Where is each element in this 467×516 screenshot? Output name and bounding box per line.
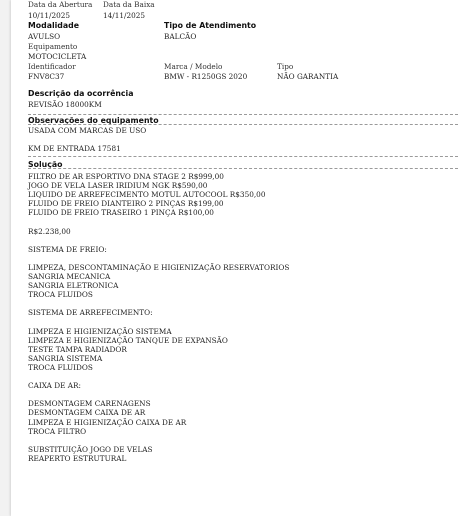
data-abertura-label: Data da Abertura <box>28 0 93 9</box>
observacao-line: USADA COM MARCAS DE USO <box>28 126 147 135</box>
solucao-line: REAPERTO ESTRUTURAL <box>28 453 127 463</box>
modalidade-value: AVULSO <box>28 32 61 41</box>
observacoes-title: Observações do equipamento <box>28 116 159 125</box>
solucao-line: LIMPEZA, DESCONTAMINAÇÃO E HIGIENIZAÇÃO RESERVATORIOS <box>28 262 290 272</box>
solucao-line: DESMONTAGEM CARENAGENS <box>28 399 151 409</box>
solucao-line: DESMONTAGEM CAIXA DE AR <box>28 408 146 418</box>
solucao-line: LIMPEZA E HIGIENIZAÇÃO CAIXA DE AR <box>28 417 187 427</box>
solucao-line <box>28 390 289 399</box>
section-divider <box>28 124 458 125</box>
tipo-label: Tipo <box>277 62 294 71</box>
solucao-line: TROCA FLUIDOS <box>28 290 93 300</box>
solucao-line: CAIXA DE AR: <box>28 381 81 391</box>
solucao-line: TESTE TAMPA RADIADOR <box>28 344 127 354</box>
data-abertura-value: 10/11/2025 <box>28 11 71 20</box>
solucao-line <box>28 217 289 226</box>
observacao-line: KM DE ENTRADA 17581 <box>28 144 121 154</box>
solucao-line <box>28 372 289 381</box>
solucao-line: SANGRIA MECANICA <box>28 272 111 282</box>
solucao-line: R$2.238,00 <box>28 226 71 236</box>
solucao-line: LIMPEZA E HIGIENIZAÇÃO SISTEMA <box>28 326 172 336</box>
tipo-value: NÃO GARANTIA <box>277 72 339 81</box>
solucao-line: SISTEMA DE FREIO: <box>28 244 107 254</box>
tipo-atendimento-label: Tipo de Atendimento <box>164 21 257 30</box>
identificador-label: Identificador <box>28 62 76 71</box>
modalidade-label: Modalidade <box>28 21 80 30</box>
solucao-line <box>28 436 289 445</box>
equipamento-value: MOTOCICLETA <box>28 52 87 61</box>
solucao-line <box>28 299 289 308</box>
section-divider <box>28 168 458 169</box>
ocorrencia-title: Descrição da ocorrência <box>28 89 134 98</box>
solucao-line: TROCA FILTRO <box>28 426 87 436</box>
solucao-line: FLUIDO DE FREIO TRASEIRO 1 PINÇA R$100,00 <box>28 208 214 218</box>
solucao-line: FILTRO DE AR ESPORTIVO DNA STAGE 2 R$999,00 <box>28 172 224 181</box>
equipamento-label: Equipamento <box>28 42 78 51</box>
solucao-line: SUBSTITUIÇÃO JOGO DE VELAS <box>28 444 153 454</box>
section-divider <box>28 114 458 115</box>
solucao-line: FLUIDO DE FREIO DIANTEIRO 2 PINÇAS R$199,00 <box>28 199 224 209</box>
solucao-line: SANGRIA ELETRONICA <box>28 281 119 291</box>
solucao-line <box>28 254 289 263</box>
solucao-line: LIMPEZA E HIGIENIZAÇÃO TANQUE DE EXPANSÃO <box>28 335 228 345</box>
tipo-atendimento-value: BALCÃO <box>164 32 197 41</box>
solucao-line: SISTEMA DE ARREFECIMENTO: <box>28 308 153 318</box>
data-baixa-value: 14/11/2025 <box>103 11 146 20</box>
observacao-line <box>28 135 146 144</box>
marca-modelo-label: Marca / Modelo <box>164 62 223 71</box>
solucao-line <box>28 318 289 327</box>
solucao-line <box>28 236 289 245</box>
section-divider <box>28 156 458 157</box>
ocorrencia-text: REVISÃO 18000KM <box>28 100 102 109</box>
solucao-line: SANGRIA SISTEMA <box>28 353 103 363</box>
identificador-value: FNV8C37 <box>28 72 65 81</box>
observacoes-text <box>28 126 146 153</box>
solucao-line: LIQUIDO DE ARREFECIMENTO MOTUL AUTOCOOL R$350,00 <box>28 190 266 200</box>
solucao-title: Solução <box>28 160 63 169</box>
document-page <box>11 0 467 516</box>
data-baixa-label: Data da Baixa <box>103 0 155 9</box>
solucao-line: JOGO DE VELA LASER IRIDIUM NGK R$590,00 <box>28 181 208 191</box>
solucao-line: TROCA FLUIDOS <box>28 362 93 372</box>
solucao-text <box>28 172 289 463</box>
marca-modelo-value: BMW - R1250GS 2020 <box>164 72 248 81</box>
